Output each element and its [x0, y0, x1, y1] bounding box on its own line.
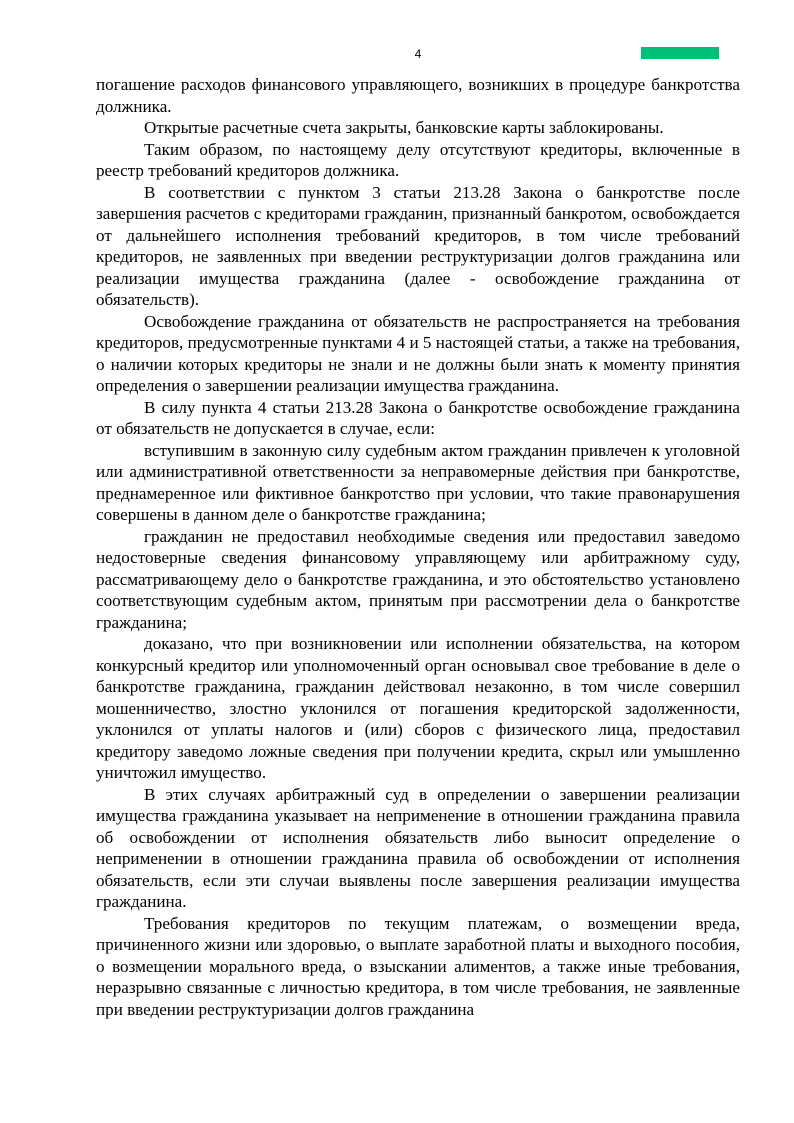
paragraph: Открытые расчетные счета закрыты, банковские карты заблокированы.: [144, 118, 664, 137]
paragraph-continuation: погашение расходов финансового управляющего, возникших в процедуре банкротства должника.: [96, 75, 740, 116]
paragraph-list-item: вступившим в законную силу судебным актом гражданин привлечен к уголовной или административной ответственности за неправомерные действия при банкротстве, преднамеренное или фиктивное банкротство при условии, что такие правонарушения совершены в данном деле о банкротстве гражданина;: [96, 440, 740, 524]
paragraph: В соответствии с пунктом 3 статьи 213.28 Закона о банкротстве после завершения расчетов с кредиторами гражданин, признанный банкротом, освобождается от дальнейшего исполнения требований кредиторов, в том числе требований кредиторов, не заявленных при введении реструктуризации долгов гражданина или реализации имущества гражданина (далее - освобождение гражданина от обязательств).: [96, 182, 740, 309]
paragraph: В силу пункта 4 статьи 213.28 Закона о банкротстве освобождение гражданина от обязательств не допускается в случае, если:: [96, 397, 740, 438]
green-marker-bar: [641, 47, 719, 59]
paragraph-list-item: доказано, что при возникновении или исполнении обязательства, на котором конкурсный кредитор или уполномоченный орган основывал свое требование в деле о банкротстве гражданина, гражданин действовал незаконно, в том числе совершил мошенничество, злостно уклонился от погашения кредиторской задолженности, уклонился от уплаты налогов и (или) сборов с физического лица, предоставил кредитору заведомо ложные сведения при получении кредита, скрыл или умышленно уничтожил имущество.: [96, 634, 740, 782]
paragraph: Требования кредиторов по текущим платежам, о возмещении вреда, причиненного жизни или здоровью, о выплате заработной платы и выходного пособия, о возмещении морального вреда, о взыскании алиментов, а также иные требования, неразрывно связанные с личностью кредитора, в том числе требования, не заявленные при введении реструктуризации долгов гражданина: [96, 913, 740, 1019]
paragraph: Таким образом, по настоящему делу отсутствуют кредиторы, включенные в реестр требований кредиторов должника.: [96, 139, 740, 180]
paragraph-list-item: гражданин не предоставил необходимые сведения или предоставил заведомо недостоверные сведения финансовому управляющему или арбитражному суду, рассматривающему дело о банкротстве гражданина, и это обстоятельство установлено соответствующим судебным актом, принятым при рассмотрении дела о банкротстве гражданина;: [96, 526, 740, 632]
paragraph: Освобождение гражданина от обязательств не распространяется на требования кредиторов, предусмотренные пунктами 4 и 5 настоящей статьи, а также на требования, о наличии которых кредиторы не знали и не должны были знать к моменту принятия определения о завершении реализации имущества гражданина.: [96, 311, 740, 395]
page-number: 4: [414, 47, 422, 61]
document-body: [96, 74, 740, 1020]
paragraph: В этих случаях арбитражный суд в определении о завершении реализации имущества гражданина указывает на неприменение в отношении гражданина правила об освобождении от исполнения обязательств либо выносит определение о неприменении в отношении гражданина правила об освобождении от исполнения обязательств, если эти случаи выявлены после завершения реализации имущества гражданина.: [96, 784, 740, 911]
